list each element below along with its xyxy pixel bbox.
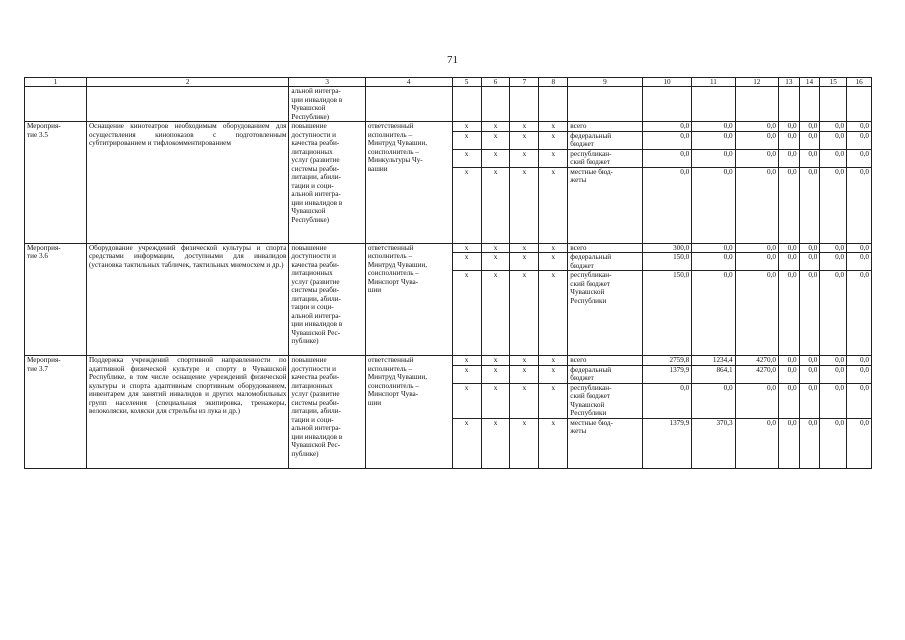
value-cell: 0,0 bbox=[778, 271, 799, 356]
code-cell: x bbox=[510, 167, 539, 243]
value-cell: 4270,0 bbox=[735, 356, 778, 366]
value-cell: 0,0 bbox=[847, 418, 872, 468]
value-cell: 0,0 bbox=[799, 253, 820, 271]
measures-table bbox=[24, 77, 872, 469]
funding-source: республикан- ский бюджет Чувашской Республики bbox=[568, 383, 642, 418]
value-cell: 150,0 bbox=[642, 271, 692, 356]
col-header: 12 bbox=[735, 78, 778, 87]
value-cell: 0,0 bbox=[735, 131, 778, 149]
value-cell: 0,0 bbox=[847, 383, 872, 418]
col-header: 16 bbox=[847, 78, 872, 87]
measure-goal: повышение доступности и качества реаби- литационных услуг (развитие системы реаби- литации, абили- тации и соци- альной интегра- ции инвалидов в Чувашской Республике) bbox=[289, 122, 365, 244]
code-cell: x bbox=[452, 253, 481, 271]
funding-source: всего bbox=[568, 122, 642, 132]
col-header: 2 bbox=[86, 78, 288, 87]
value-cell: 0,0 bbox=[735, 122, 778, 132]
value-cell: 0,0 bbox=[778, 418, 799, 468]
value-cell: 0,0 bbox=[778, 243, 799, 253]
code-cell: x bbox=[481, 167, 510, 243]
value-cell: 0,0 bbox=[847, 243, 872, 253]
code-cell: x bbox=[510, 131, 539, 149]
value-cell: 0,0 bbox=[820, 167, 847, 243]
value-cell: 0,0 bbox=[735, 243, 778, 253]
col-header: 1 bbox=[25, 78, 87, 87]
value-cell: 0,0 bbox=[735, 253, 778, 271]
value-cell: 0,0 bbox=[847, 122, 872, 132]
value-cell: 0,0 bbox=[847, 271, 872, 356]
measure-executor: ответственный исполнитель – Минтруд Чувашии, соисполнитель – Минспорт Чува- шии bbox=[365, 356, 452, 469]
code-cell: x bbox=[452, 167, 481, 243]
value-cell: 370,3 bbox=[692, 418, 735, 468]
measure-name: Мероприя- тие 3.6 bbox=[25, 243, 87, 356]
value-cell: 0,0 bbox=[735, 167, 778, 243]
value-cell: 0,0 bbox=[847, 356, 872, 366]
value-cell: 0,0 bbox=[778, 122, 799, 132]
value-cell: 0,0 bbox=[642, 167, 692, 243]
value-cell: 0,0 bbox=[820, 122, 847, 132]
value-cell: 0,0 bbox=[820, 149, 847, 167]
code-cell: x bbox=[510, 122, 539, 132]
code-cell: x bbox=[510, 418, 539, 468]
col-header: 4 bbox=[365, 78, 452, 87]
value-cell: 0,0 bbox=[820, 365, 847, 383]
value-cell: 0,0 bbox=[820, 383, 847, 418]
measure-description: Оснащение кинотеатров необходимым оборудованием для осуществления кинопоказов с подготовленным субтитрированием и тифлокомментированием bbox=[86, 122, 288, 244]
value-cell: 0,0 bbox=[692, 271, 735, 356]
code-cell: x bbox=[539, 253, 568, 271]
funding-source: республикан- ский бюджет bbox=[568, 149, 642, 167]
measure-goal: повышение доступности и качества реаби- литационных услуг (развитие системы реаби- литации, абили- тации и соци- альной интегра- ции инвалидов в Чувашской Рес- публике) bbox=[289, 243, 365, 356]
code-cell: x bbox=[539, 356, 568, 366]
funding-source: федеральный бюджет bbox=[568, 131, 642, 149]
value-cell: 0,0 bbox=[642, 383, 692, 418]
value-cell: 0,0 bbox=[735, 149, 778, 167]
code-cell: x bbox=[452, 418, 481, 468]
value-cell: 1379,9 bbox=[642, 365, 692, 383]
funding-source: республикан- ский бюджет Чувашской Республики bbox=[568, 271, 642, 356]
value-cell: 0,0 bbox=[820, 243, 847, 253]
value-cell: 864,1 bbox=[692, 365, 735, 383]
value-cell: 0,0 bbox=[799, 122, 820, 132]
value-cell: 0,0 bbox=[778, 356, 799, 366]
value-cell: 0,0 bbox=[847, 365, 872, 383]
funding-source: федеральный бюджет bbox=[568, 365, 642, 383]
code-cell: x bbox=[481, 253, 510, 271]
code-cell: x bbox=[452, 131, 481, 149]
code-cell: x bbox=[481, 131, 510, 149]
code-cell: x bbox=[539, 167, 568, 243]
value-cell: 0,0 bbox=[692, 243, 735, 253]
code-cell: x bbox=[510, 383, 539, 418]
code-cell: x bbox=[510, 365, 539, 383]
value-cell: 1234,4 bbox=[692, 356, 735, 366]
code-cell: x bbox=[539, 243, 568, 253]
value-cell: 0,0 bbox=[778, 365, 799, 383]
col-header: 11 bbox=[692, 78, 735, 87]
value-cell: 0,0 bbox=[820, 271, 847, 356]
col-header: 10 bbox=[642, 78, 692, 87]
code-cell: x bbox=[539, 383, 568, 418]
value-cell: 0,0 bbox=[692, 131, 735, 149]
code-cell: x bbox=[452, 383, 481, 418]
value-cell: 0,0 bbox=[778, 149, 799, 167]
value-cell: 0,0 bbox=[820, 253, 847, 271]
value-cell: 0,0 bbox=[642, 149, 692, 167]
value-cell: 0,0 bbox=[778, 383, 799, 418]
funding-source: местные бюд- жеты bbox=[568, 167, 642, 243]
value-cell: 0,0 bbox=[799, 356, 820, 366]
col-header: 6 bbox=[481, 78, 510, 87]
measure-goal: повышение доступности и качества реаби- литационных услуг (развитие системы реаби- литации, абили- тации и соци- альной интегра- ции инвалидов в Чувашской Рес- публике) bbox=[289, 356, 365, 469]
col-header: 13 bbox=[778, 78, 799, 87]
value-cell: 0,0 bbox=[799, 243, 820, 253]
measure-executor: ответственный исполнитель – Минтруд Чувашии, соисполнитель – Минкультуры Чу- вашии bbox=[365, 122, 452, 244]
continuation-row bbox=[25, 87, 872, 122]
table-row bbox=[25, 122, 872, 132]
value-cell: 0,0 bbox=[778, 253, 799, 271]
col-header: 14 bbox=[799, 78, 820, 87]
value-cell: 0,0 bbox=[692, 149, 735, 167]
code-cell: x bbox=[539, 418, 568, 468]
code-cell: x bbox=[539, 131, 568, 149]
code-cell: x bbox=[481, 365, 510, 383]
code-cell: x bbox=[510, 271, 539, 356]
value-cell: 4270,0 bbox=[735, 365, 778, 383]
measure-description: Поддержка учреждений спортивной направленности по адаптивной физической культуре и спорту в Чувашской Республике, в том числе оснащение учреждений физической культуры и спорта адаптивным спортивным оборудованием, инвентарем для занятий инвалидов и других маломобильных групп населения (специальная экипировка, тренажеры, велоколяски, коляски для стрельбы из лука и др.) bbox=[86, 356, 288, 469]
value-cell: 0,0 bbox=[735, 271, 778, 356]
code-cell: x bbox=[510, 253, 539, 271]
code-cell: x bbox=[452, 149, 481, 167]
code-cell: x bbox=[481, 243, 510, 253]
code-cell: x bbox=[481, 271, 510, 356]
funding-source: федеральный бюджет bbox=[568, 253, 642, 271]
code-cell: x bbox=[452, 243, 481, 253]
code-cell: x bbox=[539, 365, 568, 383]
value-cell: 0,0 bbox=[692, 167, 735, 243]
table-row bbox=[25, 243, 872, 253]
code-cell: x bbox=[452, 122, 481, 132]
value-cell: 1379,9 bbox=[642, 418, 692, 468]
col-header: 3 bbox=[289, 78, 365, 87]
col-header: 8 bbox=[539, 78, 568, 87]
code-cell: x bbox=[510, 243, 539, 253]
code-cell: x bbox=[452, 356, 481, 366]
code-cell: x bbox=[539, 122, 568, 132]
code-cell: x bbox=[510, 356, 539, 366]
code-cell: x bbox=[452, 365, 481, 383]
col-header: 9 bbox=[568, 78, 642, 87]
measure-name: Мероприя- тие 3.7 bbox=[25, 356, 87, 469]
header-row bbox=[25, 78, 872, 87]
page-number: 71 bbox=[447, 54, 458, 66]
col-header: 5 bbox=[452, 78, 481, 87]
code-cell: x bbox=[481, 418, 510, 468]
value-cell: 0,0 bbox=[820, 418, 847, 468]
code-cell: x bbox=[510, 149, 539, 167]
code-cell: x bbox=[481, 356, 510, 366]
value-cell: 300,0 bbox=[642, 243, 692, 253]
value-cell: 0,0 bbox=[847, 131, 872, 149]
value-cell: 0,0 bbox=[778, 131, 799, 149]
code-cell: x bbox=[539, 271, 568, 356]
value-cell: 0,0 bbox=[847, 253, 872, 271]
value-cell: 0,0 bbox=[799, 149, 820, 167]
value-cell: 0,0 bbox=[692, 122, 735, 132]
code-cell: x bbox=[539, 149, 568, 167]
value-cell: 0,0 bbox=[820, 356, 847, 366]
measure-name: Мероприя- тие 3.5 bbox=[25, 122, 87, 244]
measure-description: Оборудование учреждений физической культуры и спорта средствами информации, доступными для инвалидов (установка тактильных табличек, тактильных мнемосхем и др.) bbox=[86, 243, 288, 356]
funding-source: всего bbox=[568, 356, 642, 366]
measure-executor: ответственный исполнитель – Минтруд Чувашии, соисполнитель – Минспорт Чува- шии bbox=[365, 243, 452, 356]
value-cell: 0,0 bbox=[799, 131, 820, 149]
funding-source: всего bbox=[568, 243, 642, 253]
value-cell: 0,0 bbox=[642, 122, 692, 132]
value-cell: 0,0 bbox=[799, 271, 820, 356]
table-row bbox=[25, 356, 872, 366]
value-cell: 0,0 bbox=[692, 383, 735, 418]
funding-source: местные бюд- жеты bbox=[568, 418, 642, 468]
code-cell: x bbox=[481, 122, 510, 132]
value-cell: 0,0 bbox=[735, 383, 778, 418]
col-header: 15 bbox=[820, 78, 847, 87]
value-cell: 0,0 bbox=[847, 167, 872, 243]
value-cell: 0,0 bbox=[847, 149, 872, 167]
value-cell: 0,0 bbox=[642, 131, 692, 149]
value-cell: 0,0 bbox=[799, 383, 820, 418]
value-cell: 0,0 bbox=[799, 167, 820, 243]
code-cell: x bbox=[452, 271, 481, 356]
col-header: 7 bbox=[510, 78, 539, 87]
goal-cell: альной интегра- ции инвалидов в Чувашской Республике) bbox=[289, 87, 365, 122]
value-cell: 0,0 bbox=[778, 167, 799, 243]
code-cell: x bbox=[481, 383, 510, 418]
value-cell: 0,0 bbox=[799, 365, 820, 383]
value-cell: 0,0 bbox=[799, 418, 820, 468]
value-cell: 0,0 bbox=[820, 131, 847, 149]
value-cell: 2759,8 bbox=[642, 356, 692, 366]
value-cell: 150,0 bbox=[642, 253, 692, 271]
code-cell: x bbox=[481, 149, 510, 167]
value-cell: 0,0 bbox=[735, 418, 778, 468]
value-cell: 0,0 bbox=[692, 253, 735, 271]
